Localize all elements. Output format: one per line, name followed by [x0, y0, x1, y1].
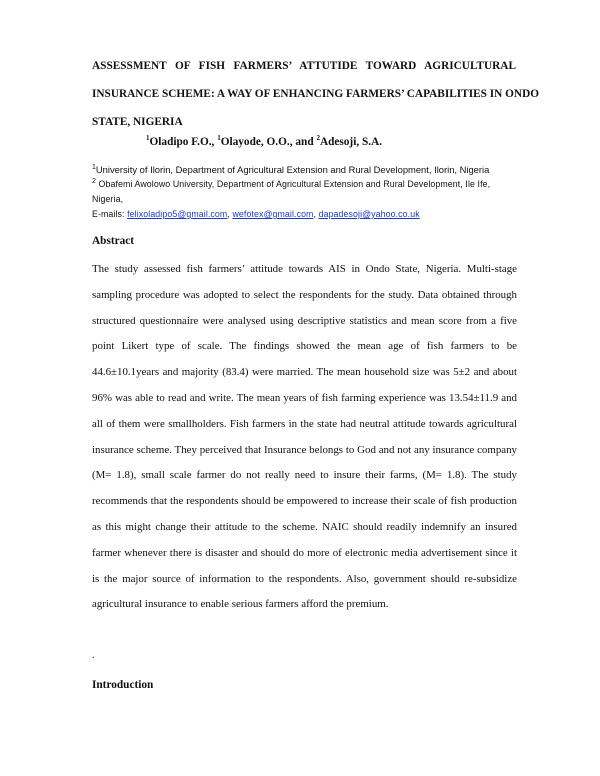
abstract-body: The study assessed fish farmers’ attitude towards AIS in Ondo State, Nigeria. Multi-stage sampling procedure was adopted to select the respondents for the study. Data obtained through structured questionnaire were analysed using descriptive statistics and mean score from a five point Likert type of scale. The findings showed the mean age of fish farmers to be 44.6±10.1years and majority (83.4) were married. The mean household size was 5±2 and about 96% was able to read and write. The mean years of fish farming experience was 13.54±11.9 and all of them were smallholders. Fish farmers in the state had neutral attitude towards agricultural insurance scheme. They perceived that Insurance belongs to God and not any insurance company (M= 1.8), small scale farmer do not really need to insure their farms, (M= 1.8). The study recommends that the respondents should be empowered to increase their scale of fish production as this might change their attitude to the scheme. NAIC should readily indemnify an insured farmer whenever there is disaster and should do more of electronic media advertisement since it is the major source of information to the respondents. Also, government should re-subsidize agricultural insurance to enable serious farmers afford the premium. — [92, 263, 517, 611]
author-1: Oladipo F.O., — [149, 136, 218, 148]
affiliation-1-mark: 1 — [92, 163, 96, 171]
author-2: Olayode, O.O., and — [220, 136, 317, 148]
stray-dot: . — [92, 650, 95, 661]
author-list — [146, 136, 382, 148]
author-3: Adesoji, S.A. — [319, 136, 383, 148]
abstract-heading: Abstract — [92, 235, 135, 247]
affiliation-2-text: Obafemi Awolowo University, Department of Agricultural Extension and Rural Development, Ile Ife, — [96, 179, 491, 189]
introduction-heading: Introduction — [92, 679, 154, 691]
email-line — [92, 207, 522, 222]
email-separator: , — [313, 209, 319, 219]
affiliation-2-mark: 2 — [92, 178, 96, 186]
title-line-1: ASSESSMENT OF FISH FARMERS’ ATTUTIDE TOWARD AGRICULTURAL — [92, 60, 516, 72]
affiliation-2 — [92, 177, 522, 192]
title-line-3: STATE, NIGERIA — [92, 116, 183, 128]
email-link-2[interactable]: wefotex@gmail.com — [232, 209, 314, 219]
email-link-3[interactable]: dapadesoji@yahoo.co.uk — [318, 209, 420, 219]
author-2-affiliation-mark: 1 — [217, 134, 221, 143]
affiliation-1 — [92, 162, 522, 177]
emails-label: E-mails: — [92, 209, 128, 219]
email-separator: , — [227, 209, 233, 219]
affiliation-2-country: Nigeria, — [92, 194, 124, 204]
title-line-2: INSURANCE SCHEME: A WAY OF ENHANCING FARMERS’ CAPABILITIES IN ONDO — [92, 88, 540, 100]
author-1-affiliation-mark: 1 — [146, 134, 150, 143]
paper-title — [92, 52, 540, 136]
affiliation-1-text: University of Ilorin, Department of Agricultural Extension and Rural Development, Ilorin, Nigeria — [95, 164, 490, 175]
email-link-1[interactable]: felixoladipo5@gmail.com — [127, 209, 228, 219]
author-3-affiliation-mark: 2 — [316, 134, 320, 143]
affiliations — [92, 162, 522, 222]
